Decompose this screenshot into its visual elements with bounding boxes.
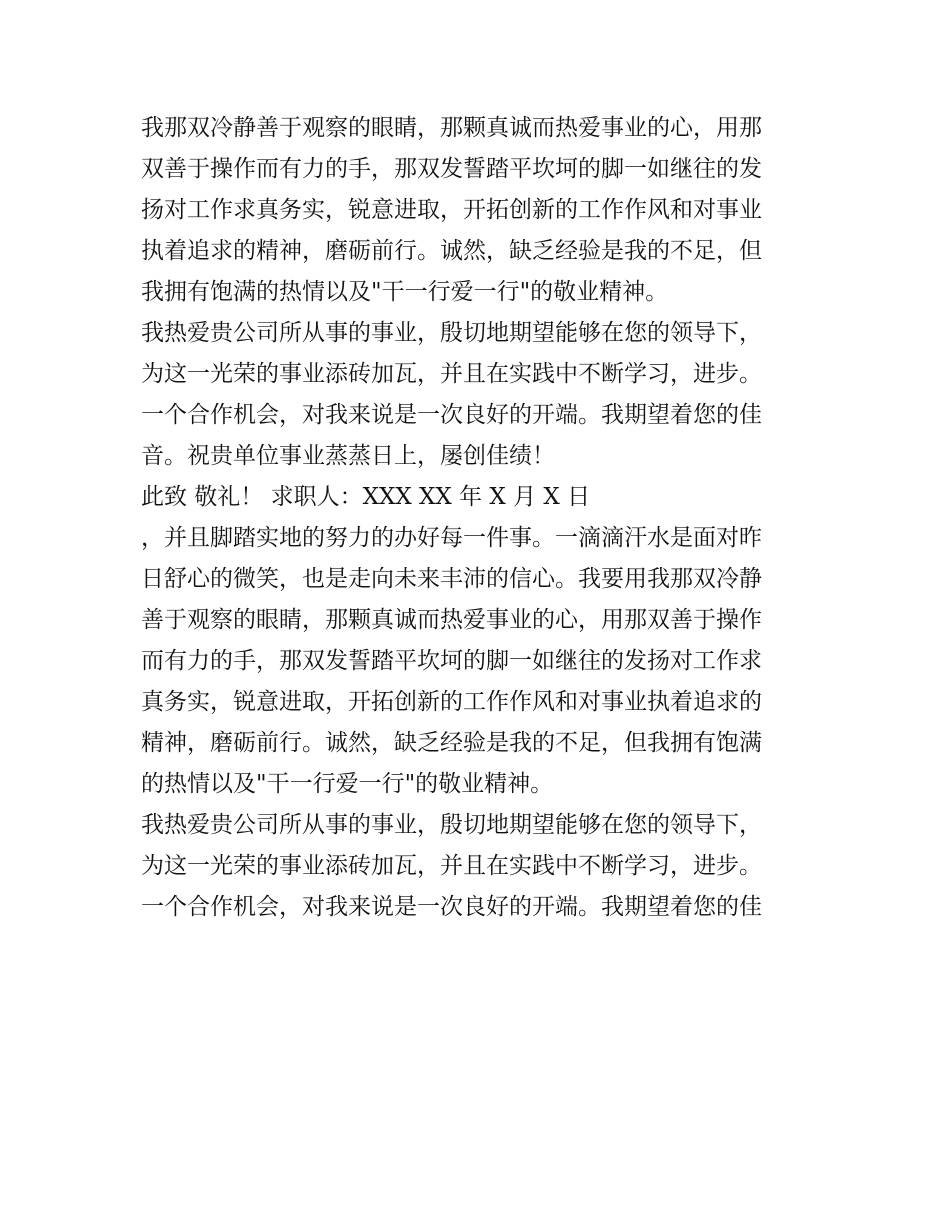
- text-line: 音。祝贵单位事业蒸蒸日上，屡创佳绩！: [141, 443, 555, 469]
- text-line: 一个合作机会，对我来说是一次良好的开端。我期望着您的佳: [141, 894, 762, 920]
- text-line: 一个合作机会，对我来说是一次良好的开端。我期望着您的佳: [141, 402, 762, 428]
- text-line: 的热情以及"干一行爱一行"的敬业精神。: [141, 771, 554, 797]
- text-line: 我那双冷静善于观察的眼睛，那颗真诚而热爱事业的心，用那: [141, 115, 762, 141]
- text-line: ，并且脚踏实地的努力的办好每一件事。一滴滴汗水是面对昨: [141, 525, 762, 551]
- text-line: 双善于操作而有力的手，那双发誓踏平坎坷的脚一如继往的发: [141, 156, 762, 182]
- document-body: [141, 108, 821, 928]
- signature-line: 此致 敬礼！ 求职人：XXX XX 年 X 月 X 日: [141, 484, 591, 510]
- text-line: 为这一光荣的事业添砖加瓦，并且在实践中不断学习，进步。: [141, 361, 762, 387]
- text-line: 我拥有饱满的热情以及"干一行爱一行"的敬业精神。: [141, 279, 669, 305]
- text-line: 日舒心的微笑，也是走向未来丰沛的信心。我要用我那双冷静: [141, 566, 762, 592]
- text-line: 我热爱贵公司所从事的事业，殷切地期望能够在您的领导下，: [141, 812, 762, 838]
- text-line: 精神，磨砺前行。诚然，缺乏经验是我的不足，但我拥有饱满: [141, 730, 762, 756]
- text-line: 真务实，锐意进取，开拓创新的工作作风和对事业执着追求的: [141, 689, 762, 715]
- text-line: 扬对工作求真务实，锐意进取，开拓创新的工作作风和对事业: [141, 197, 762, 223]
- text-line: 而有力的手，那双发誓踏平坎坷的脚一如继往的发扬对工作求: [141, 648, 762, 674]
- text-line: 为这一光荣的事业添砖加瓦，并且在实践中不断学习，进步。: [141, 853, 762, 879]
- text-line: 执着追求的精神，磨砺前行。诚然，缺乏经验是我的不足，但: [141, 238, 762, 264]
- text-line: 我热爱贵公司所从事的事业，殷切地期望能够在您的领导下，: [141, 320, 762, 346]
- text-line: 善于观察的眼睛，那颗真诚而热爱事业的心，用那双善于操作: [141, 607, 762, 633]
